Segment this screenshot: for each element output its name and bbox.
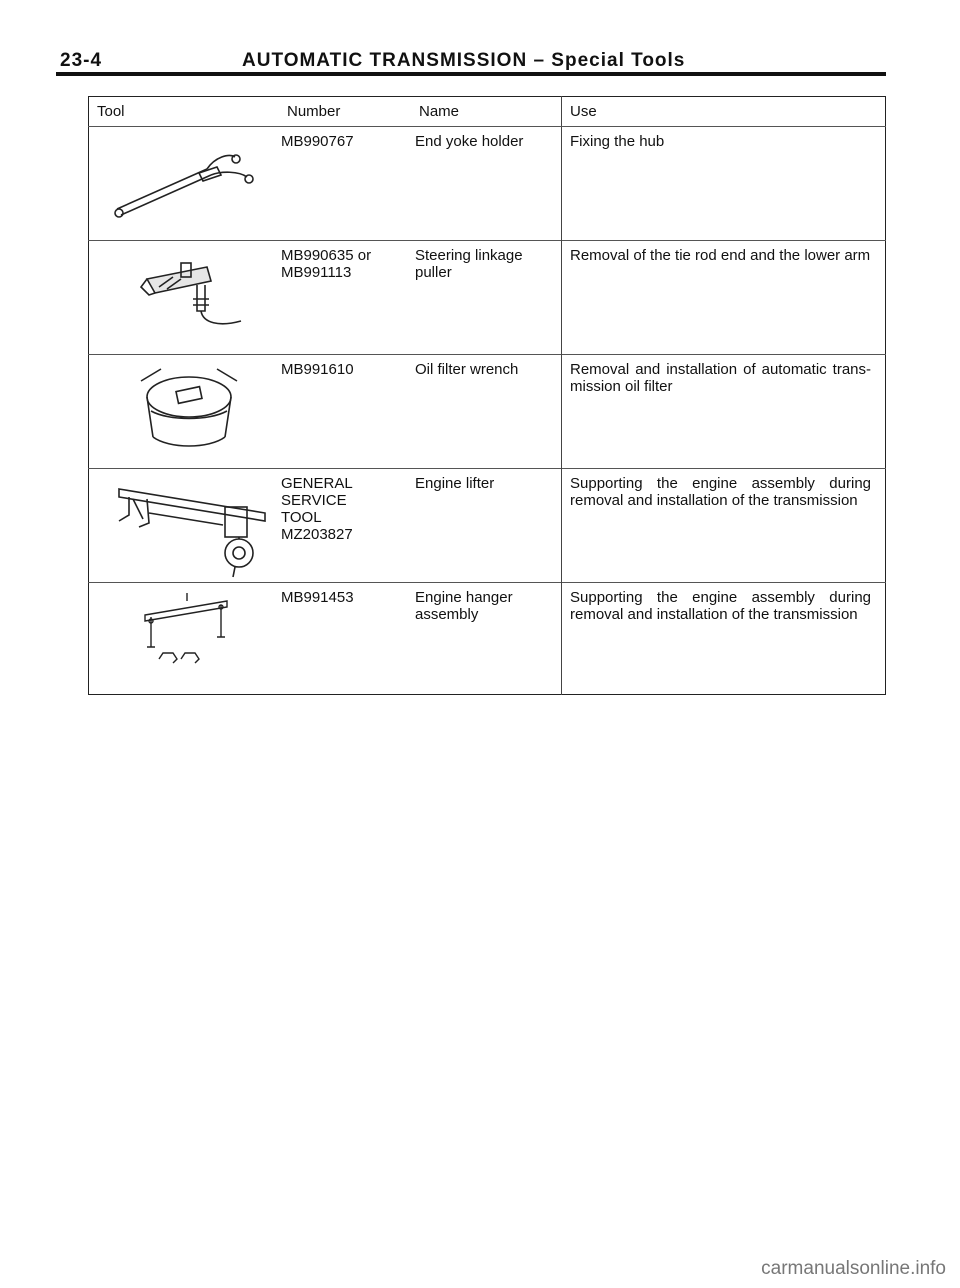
tool-illustration-cell	[89, 355, 280, 469]
column-header-name: Name	[411, 97, 562, 127]
page-header	[56, 50, 886, 72]
table-row	[89, 355, 886, 469]
tool-use: Fixing the hub	[562, 127, 886, 241]
table-row	[89, 469, 886, 583]
tool-use: Removal of the tie rod end and the lower arm	[562, 241, 886, 355]
end-yoke-holder-icon	[89, 127, 279, 237]
oil-filter-wrench-icon	[89, 355, 279, 465]
column-header-tool: Tool	[89, 97, 280, 127]
tool-use: Supporting the engine assembly during removal and installation of the transmission	[562, 469, 886, 583]
table-row	[89, 127, 886, 241]
column-header-use: Use	[562, 97, 886, 127]
tool-illustration-cell	[89, 127, 280, 241]
tool-use: Removal and installation of automatic trans- mission oil filter	[562, 355, 886, 469]
header-rule	[56, 72, 886, 76]
page-number: 23-4	[60, 50, 103, 71]
tool-number: MB990767	[279, 127, 411, 241]
tool-illustration-cell	[89, 469, 280, 583]
tool-number: MB991610	[279, 355, 411, 469]
engine-lifter-icon	[89, 469, 279, 579]
column-header-number: Number	[279, 97, 411, 127]
table-row	[89, 583, 886, 695]
special-tools-table	[88, 96, 886, 695]
tool-illustration-cell	[89, 583, 280, 695]
tool-number: GENERAL SERVICE TOOL MZ203827	[279, 469, 411, 583]
tool-use: Supporting the engine assembly during removal and installation of the transmission	[562, 583, 886, 695]
steering-linkage-puller-icon	[89, 241, 279, 351]
tool-name: End yoke holder	[411, 127, 562, 241]
tool-number: MB991453	[279, 583, 411, 695]
table-row	[89, 241, 886, 355]
tool-name: Steering linkage puller	[411, 241, 562, 355]
table-header-row	[89, 97, 886, 127]
engine-hanger-icon	[89, 583, 279, 693]
watermark: carmanualsonline.info	[761, 1258, 946, 1279]
page-title: AUTOMATIC TRANSMISSION – Special Tools	[242, 50, 686, 71]
tool-number: MB990635 or MB991113	[279, 241, 411, 355]
tool-name: Engine lifter	[411, 469, 562, 583]
tool-name: Oil filter wrench	[411, 355, 562, 469]
tool-name: Engine hanger assembly	[411, 583, 562, 695]
tool-illustration-cell	[89, 241, 280, 355]
